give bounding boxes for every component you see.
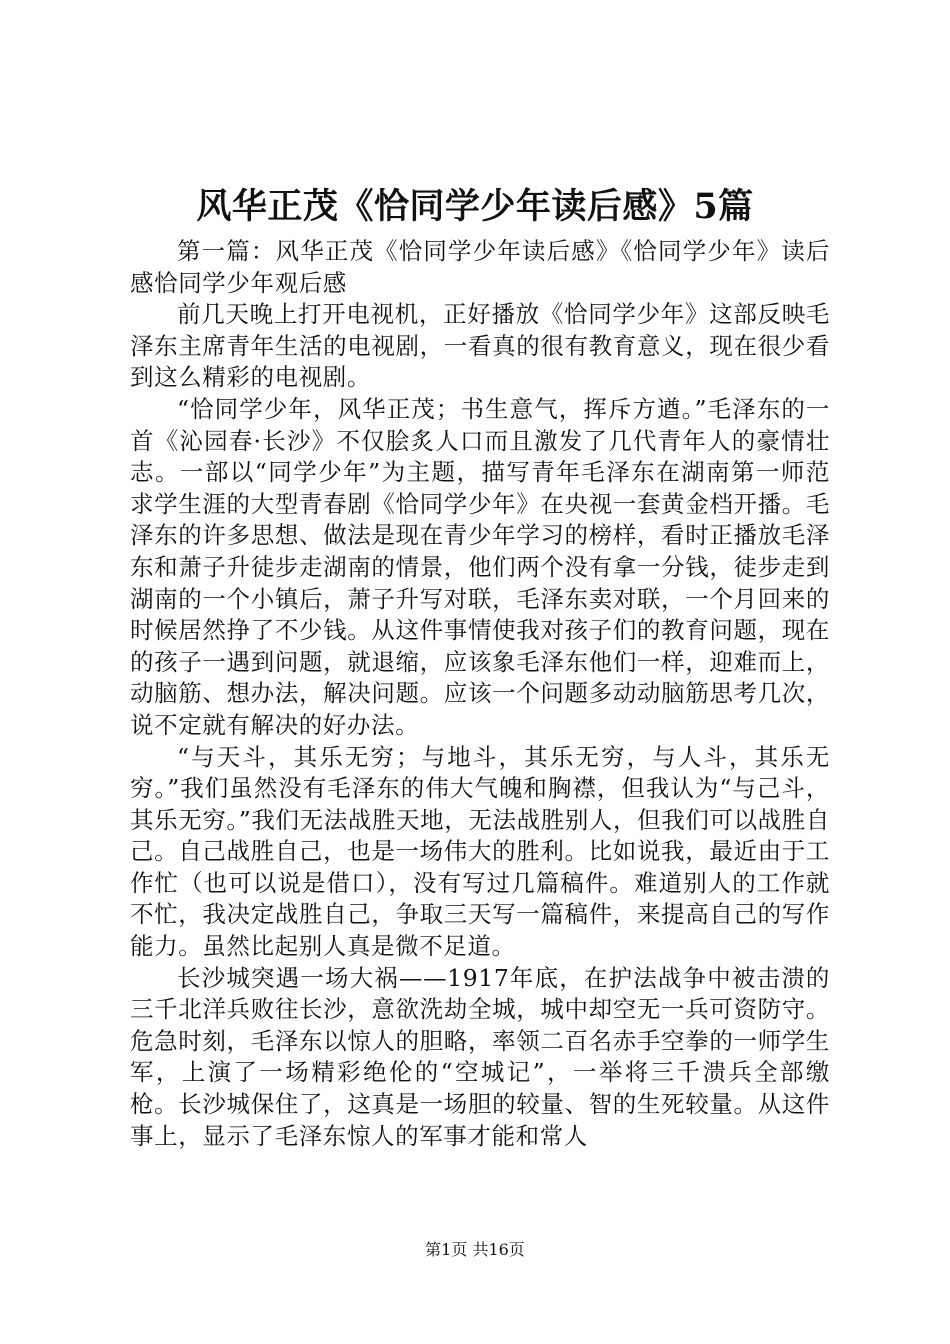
paragraph-1: 第一篇：风华正茂《恰同学少年读后感》《恰同学少年》读后感恰同学少年观后感 [130, 237, 830, 297]
paragraph-2: 前几天晚上打开电视机，正好播放《恰同学少年》这部反映毛泽东主席青年生活的电视剧，一看真的很有教育意义，现在很少看到这么精彩的电视剧。 [130, 300, 830, 392]
document-title: 风华正茂《恰同学少年读后感》5篇 [196, 186, 754, 227]
paragraph-3: “恰同学少年，风华正茂；书生意气，挥斥方遒。”毛泽东的一首《沁园春·长沙》不仅脍炙人口而且激发了几代青年人的豪情壮志。一部以“同学少年”为主题，描写青年毛泽东在湖南第一师范求学生涯的大型青春剧《恰同学少年》在央视一套黄金档开播。毛泽东的许多思想、做法是现在青少年学习的榜样，看时正播放毛泽东和萧子升徒步走湖南的情景，他们两个没有拿一分钱，徒步走到湖南的一个小镇后，萧子升写对联，毛泽东卖对联，一个月回来的时候居然挣了不少钱。从这件事情使我对孩子们的教育问题，现在的孩子一遇到问题，就退缩，应该象毛泽东他们一样，迎难而上，动脑筋、想办法，解决问题。应该一个问题多动动脑筋思考几次，说不定就有解决的好办法。 [130, 394, 830, 739]
document-body [130, 236, 830, 1152]
paragraph-5: 长沙城突遇一场大祸——1917年底，在护法战争中被击溃的三千北洋兵败往长沙，意欲洗劫全城，城中却空无一兵可资防守。危急时刻，毛泽东以惊人的胆略，率领二百名赤手空拳的一师学生军，上演了一场精彩绝伦的“空城记”，一举将三千溃兵全部缴枪。长沙城保住了，这真是一场胆的较量、智的生死较量。从这件事上，显示了毛泽东惊人的军事才能和常人 [130, 963, 830, 1150]
paragraph-4: “与天斗，其乐无穷；与地斗，其乐无穷，与人斗，其乐无穷。”我们虽然没有毛泽东的伟大气魄和胸襟，但我认为“与己斗，其乐无穷。”我们无法战胜天地，无法战胜别人，但我们可以战胜自己。自己战胜自己，也是一场伟大的胜利。比如说我，最近由于工作忙（也可以说是借口），没有写过几篇稿件。难道别人的工作就不忙，我决定战胜自己，争取三天写一篇稿件，来提高自己的写作能力。虽然比起别人真是微不足道。 [130, 742, 830, 961]
page-number-footer: 第1页 共16页 [425, 1240, 525, 1259]
